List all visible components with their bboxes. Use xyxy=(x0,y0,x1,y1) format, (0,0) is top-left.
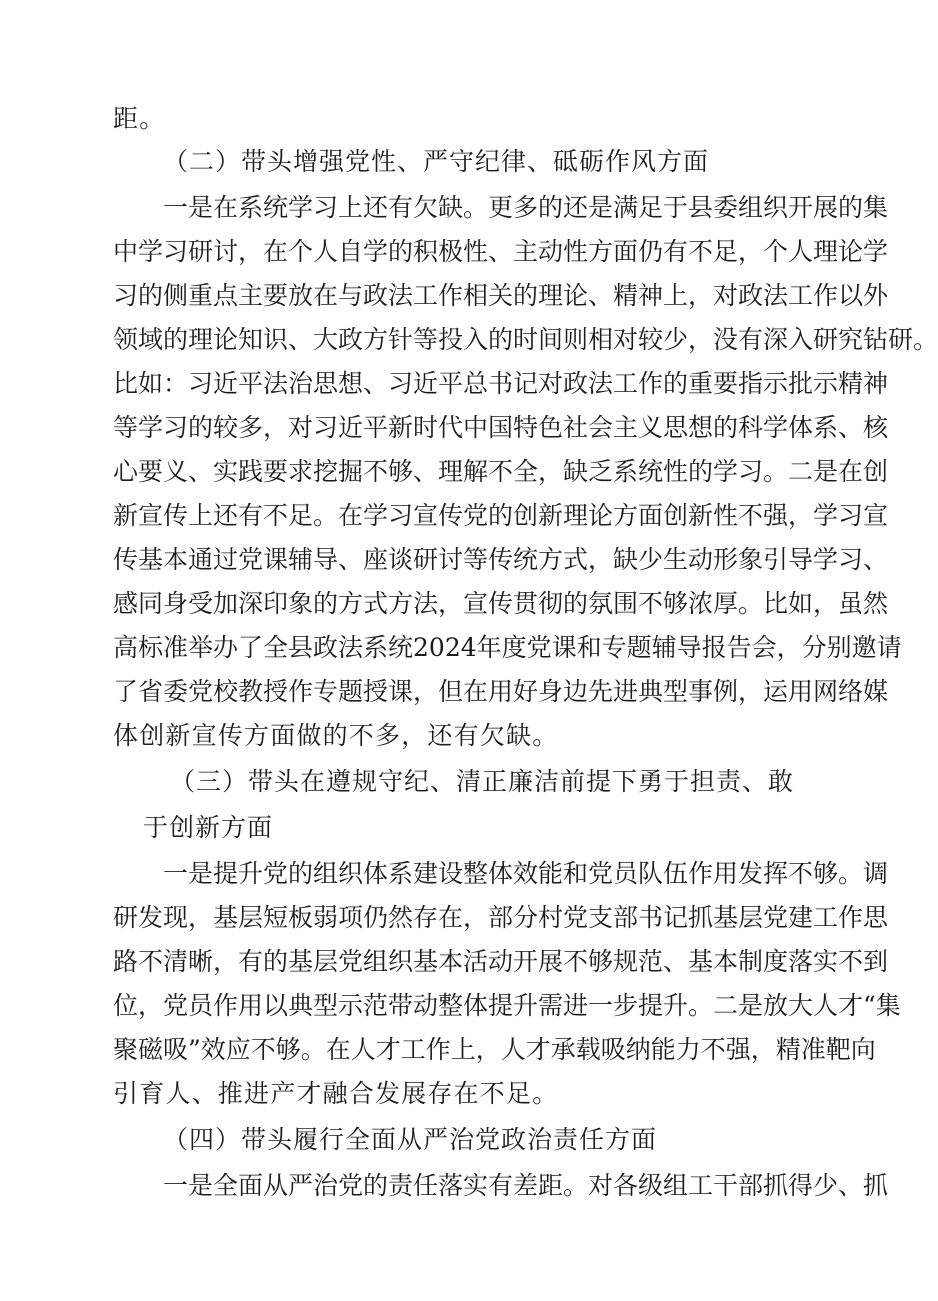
paragraph-line: 传基本通过党课辅导、座谈研讨等传统方式，缺少生动形象引导学习、 xyxy=(113,545,889,574)
paragraph-line: 引育人、推进产才融合发展存在不足。 xyxy=(113,1079,559,1108)
paragraph-line: 聚磁吸”效应不够。在人才工作上，人才承载吸纳能力不强，精准靶向 xyxy=(113,1035,876,1064)
paragraph-line: 体创新宣传方面做的不多，还有欠缺。 xyxy=(113,721,559,750)
paragraph-line: 距。 xyxy=(113,104,166,133)
paragraph-line: 领域的理论知识、大政方针等投入的时间则相对较少，没有深入研究钻研。 xyxy=(113,325,938,354)
paragraph-line: 等学习的较多，对习近平新时代中国特色社会主义思想的科学体系、核 xyxy=(113,413,889,442)
paragraph-line: 研发现，基层短板弱项仍然存在，部分村党支部书记抓基层党建工作思 xyxy=(113,903,889,932)
section-heading-4: （四）带头履行全面从严治党政治责任方面 xyxy=(163,1125,658,1154)
paragraph-line: 位，党员作用以典型示范带动整体提升需进一步提升。二是放大人才“集 xyxy=(113,991,901,1020)
paragraph-line: 新宣传上还有不足。在学习宣传党的创新理论方面创新性不强，学习宣 xyxy=(113,501,889,530)
paragraph-line: 习的侧重点主要放在与政法工作相关的理论、精神上，对政法工作以外 xyxy=(113,281,889,310)
paragraph-line: 中学习研讨，在个人自学的积极性、主动性方面仍有不足，个人理论学 xyxy=(113,237,889,266)
section-heading-3: （三）带头在遵规守纪、清正廉洁前提下勇于担责、敢 xyxy=(170,767,795,796)
paragraph-line: 路不清晰，有的基层党组织基本活动开展不够规范、基本制度落实不到 xyxy=(113,947,889,976)
paragraph-line: 一是提升党的组织体系建设整体效能和党员队伍作用发挥不够。调 xyxy=(163,859,889,888)
paragraph-line: 了省委党校教授作专题授课，但在用好身边先进典型事例，运用网络媒 xyxy=(113,677,889,706)
section-heading-3-continued: 于创新方面 xyxy=(143,813,274,842)
paragraph-line: 高标准举办了全县政法系统2024年度党课和专题辅导报告会，分别邀请 xyxy=(113,633,902,662)
paragraph-line: 比如：习近平法治思想、习近平总书记对政法工作的重要指示批示精神 xyxy=(113,369,889,398)
paragraph-line: 感同身受加深印象的方式方法，宣传贯彻的氛围不够浓厚。比如，虽然 xyxy=(113,589,889,618)
paragraph-line: 一是在系统学习上还有欠缺。更多的还是满足于县委组织开展的集 xyxy=(163,193,889,222)
paragraph-line: 心要义、实践要求挖掘不够、理解不全，缺乏系统性的学习。二是在创 xyxy=(113,457,889,486)
section-heading-2: （二）带头增强党性、严守纪律、砥砺作风方面 xyxy=(163,147,710,176)
paragraph-line: 一是全面从严治党的责任落实有差距。对各级组工干部抓得少、抓 xyxy=(163,1171,889,1200)
